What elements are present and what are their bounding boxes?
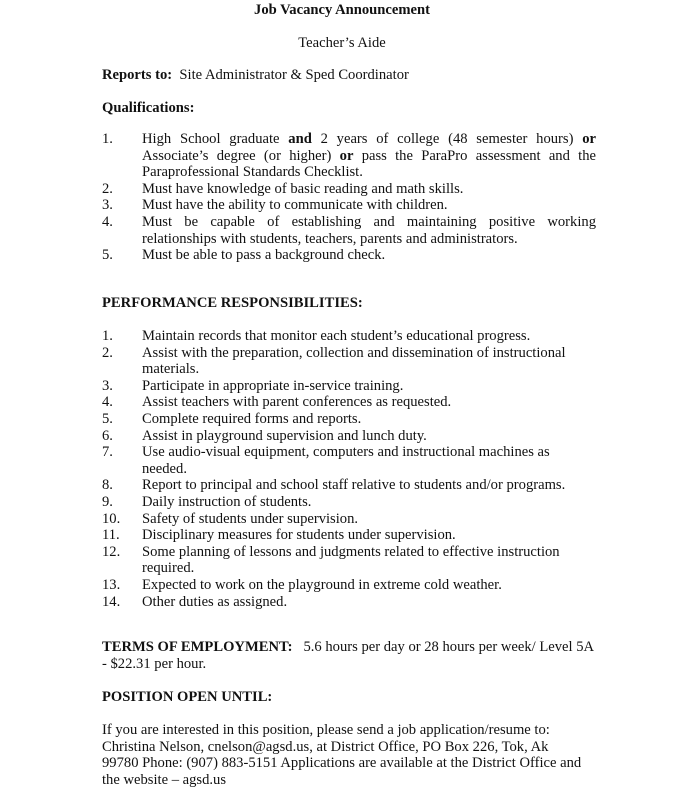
responsibilities-heading: PERFORMANCE RESPONSIBILITIES: bbox=[102, 295, 363, 311]
terms-of-employment bbox=[102, 639, 596, 672]
reports-to bbox=[102, 67, 409, 84]
text-run-bold: or bbox=[339, 147, 354, 164]
list-item bbox=[102, 411, 596, 428]
terms-value: 5.6 hours per day or 28 hours per week/ Level 5A - $22.31 per hour. bbox=[102, 639, 594, 672]
item-number: 5. bbox=[102, 410, 113, 427]
text-run-bold: and bbox=[288, 131, 312, 147]
item-text bbox=[142, 131, 596, 181]
list-item bbox=[102, 477, 596, 494]
list-item bbox=[102, 131, 596, 181]
item-text: Use audio-visual equipment, computers and instructional machines as needed. bbox=[142, 444, 550, 477]
item-number: 9. bbox=[102, 493, 113, 510]
text-run: Associate’s degree (or higher) bbox=[142, 147, 340, 164]
item-number: 10. bbox=[102, 510, 121, 527]
position-title: Teacher’s Aide bbox=[298, 35, 386, 51]
item-text: Complete required forms and reports. bbox=[142, 410, 362, 427]
item-number: 11. bbox=[102, 527, 120, 544]
item-number: 12. bbox=[102, 543, 121, 560]
item-number: 1. bbox=[102, 328, 113, 344]
list-item bbox=[102, 527, 596, 544]
item-text: Report to principal and school staff relative to students and/or programs. bbox=[142, 477, 566, 494]
item-text: Assist with the preparation, collection and dissemination of instructional materials. bbox=[142, 344, 566, 378]
contact-paragraph: If you are interested in this position, please send a job application/resume to: Christina Nelson, cnelson@agsd.us, at District Office, PO Box 226, Tok, Ak 99780 Phone: (907) 883-5151 Applications are available at the District Office and the website – agsd.us bbox=[102, 722, 582, 788]
terms-label: TERMS OF EMPLOYMENT: bbox=[102, 639, 293, 655]
list-item bbox=[102, 511, 596, 528]
item-text: Must have the ability to communicate with children. bbox=[142, 197, 448, 214]
list-item bbox=[102, 544, 596, 577]
qualifications-heading: Qualifications: bbox=[102, 100, 195, 116]
list-item bbox=[102, 428, 596, 445]
item-number: 13. bbox=[102, 576, 121, 593]
text-run-bold: or bbox=[582, 131, 596, 147]
list-item bbox=[102, 494, 596, 511]
item-number: 2. bbox=[102, 344, 113, 361]
list-item bbox=[102, 378, 596, 395]
position-open-until: POSITION OPEN UNTIL: bbox=[102, 689, 273, 705]
item-text: Safety of students under supervision. bbox=[142, 510, 359, 527]
list-item bbox=[102, 328, 596, 345]
item-number: 3. bbox=[102, 197, 113, 214]
item-text: Maintain records that monitor each student’s educational progress. bbox=[142, 328, 531, 344]
item-number: 8. bbox=[102, 477, 113, 494]
list-item bbox=[102, 577, 596, 594]
item-text: Assist teachers with parent conferences as requested. bbox=[142, 394, 452, 411]
item-number: 5. bbox=[102, 247, 113, 264]
list-item bbox=[102, 214, 596, 247]
list-item bbox=[102, 247, 596, 264]
list-item bbox=[102, 181, 596, 198]
item-text: Other duties as assigned. bbox=[142, 593, 288, 610]
item-number: 4. bbox=[102, 394, 113, 411]
responsibilities-list bbox=[102, 328, 596, 610]
list-item bbox=[102, 394, 596, 411]
item-text: Expected to work on the playground in extreme cold weather. bbox=[142, 576, 502, 593]
item-number: 2. bbox=[102, 180, 113, 197]
item-text: Must be capable of establishing and maintaining positive working relationships with students, teachers, parents and administrators. bbox=[142, 213, 596, 247]
list-item bbox=[102, 345, 596, 378]
item-number: 7. bbox=[102, 444, 113, 461]
item-text: Must be able to pass a background check. bbox=[142, 247, 386, 264]
item-text: Participate in appropriate in-service training. bbox=[142, 377, 404, 394]
text-run: pass the ParaPro assessment and the Paraprofessional Standards Checklist. bbox=[142, 147, 597, 181]
list-item bbox=[102, 197, 596, 214]
item-text: Must have knowledge of basic reading and math skills. bbox=[142, 180, 464, 197]
item-text: Some planning of lessons and judgments related to effective instruction required. bbox=[142, 543, 560, 577]
list-item bbox=[102, 444, 596, 477]
reports-to-label: Reports to: bbox=[102, 67, 173, 83]
item-number: 1. bbox=[102, 131, 113, 147]
qualifications-list bbox=[102, 131, 596, 264]
text-run: 2 years of college (48 semester hours) bbox=[311, 131, 583, 147]
item-text: Assist in playground supervision and lunch duty. bbox=[142, 427, 427, 444]
item-number: 14. bbox=[102, 593, 121, 610]
item-number: 3. bbox=[102, 377, 113, 394]
list-item bbox=[102, 594, 596, 611]
document-title: Job Vacancy Announcement bbox=[254, 2, 430, 18]
item-number: 4. bbox=[102, 213, 113, 230]
item-text: Daily instruction of students. bbox=[142, 493, 312, 510]
item-text: Disciplinary measures for students under supervision. bbox=[142, 527, 456, 544]
text-run: High School graduate bbox=[142, 131, 289, 147]
reports-to-value: Site Administrator & Sped Coordinator bbox=[179, 67, 409, 83]
item-number: 6. bbox=[102, 427, 113, 444]
